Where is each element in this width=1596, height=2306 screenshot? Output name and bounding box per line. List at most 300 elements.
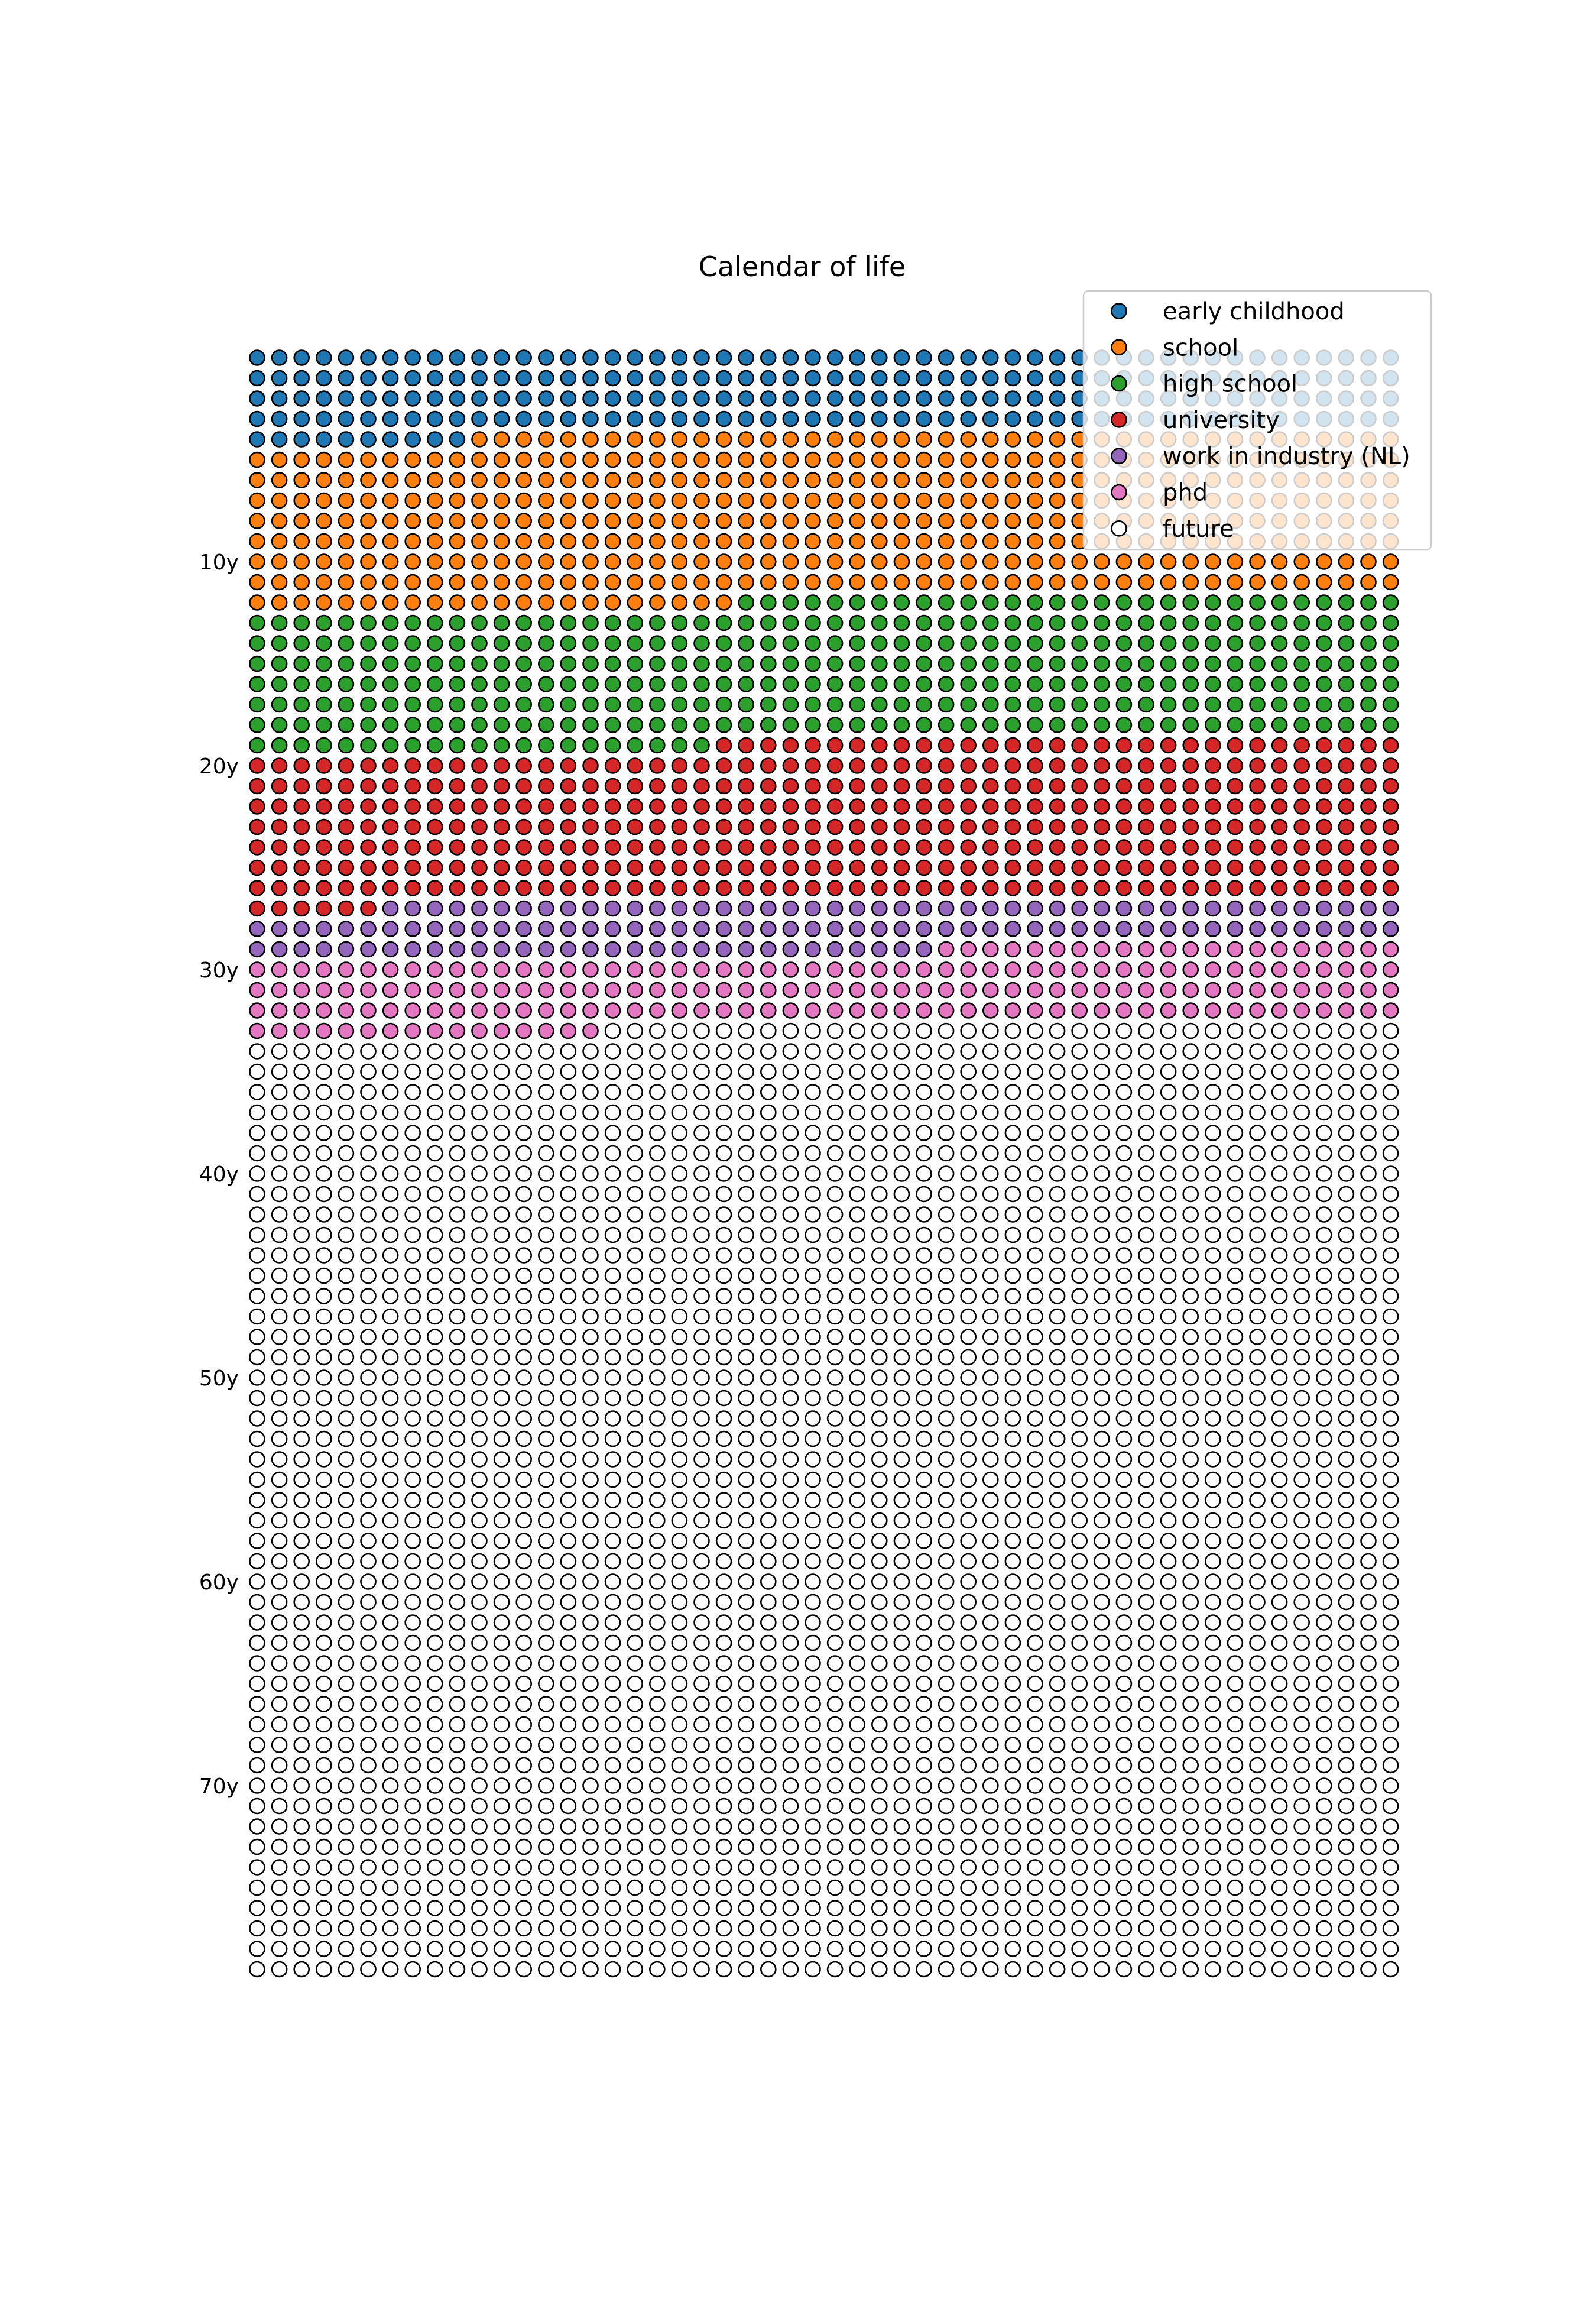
- week-dot-early-childhood: [894, 391, 909, 406]
- week-dot-future: [427, 1126, 442, 1141]
- week-dot-future: [1072, 1228, 1087, 1242]
- week-dot-future: [1205, 1187, 1220, 1201]
- week-dot-future: [828, 1513, 842, 1528]
- week-dot-university: [361, 860, 376, 875]
- week-dot-future: [1028, 1024, 1043, 1038]
- week-dot-school: [339, 452, 353, 467]
- week-dot-early-childhood: [961, 391, 976, 406]
- week-dot-early-childhood: [450, 371, 465, 386]
- week-dot-phd: [939, 942, 953, 957]
- week-dot-phd: [1050, 942, 1065, 957]
- week-dot-high-school: [316, 656, 331, 671]
- week-dot-early-childhood: [272, 371, 287, 386]
- week-dot-high-school: [406, 718, 420, 733]
- week-dot-future: [695, 1942, 709, 1957]
- week-dot-future: [1295, 1575, 1309, 1589]
- week-dot-university: [716, 779, 731, 794]
- week-dot-high-school: [850, 656, 865, 671]
- week-dot-future: [339, 1289, 353, 1304]
- week-dot-future: [427, 1309, 442, 1324]
- week-dot-future: [383, 1228, 398, 1242]
- week-dot-future: [539, 1901, 553, 1916]
- week-dot-work-in-industry-nl-: [983, 901, 998, 916]
- week-dot-high-school: [406, 738, 420, 753]
- week-dot-future: [316, 1411, 331, 1426]
- week-dot-future: [539, 1860, 553, 1875]
- week-dot-early-childhood: [806, 351, 820, 365]
- week-dot-early-childhood: [1005, 351, 1020, 365]
- week-dot-school: [339, 493, 353, 508]
- week-dot-future: [1228, 1044, 1243, 1059]
- week-dot-high-school: [672, 718, 687, 733]
- week-dot-work-in-industry-nl-: [806, 922, 820, 937]
- week-dot-early-childhood: [583, 371, 598, 386]
- week-dot-school: [561, 514, 576, 529]
- week-dot-future: [1295, 1167, 1309, 1181]
- week-dot-phd: [739, 963, 754, 977]
- week-dot-future: [605, 1676, 620, 1691]
- week-dot-school: [983, 493, 998, 508]
- week-dot-future: [939, 1371, 953, 1385]
- week-dot-future: [1183, 1105, 1198, 1120]
- week-dot-future: [650, 1595, 664, 1609]
- week-dot-work-in-industry-nl-: [961, 901, 976, 916]
- week-dot-future: [1117, 1472, 1131, 1487]
- week-dot-university: [1139, 860, 1154, 875]
- week-dot-future: [316, 1656, 331, 1671]
- week-dot-future: [1295, 1779, 1309, 1793]
- week-dot-university: [561, 860, 576, 875]
- week-dot-future: [1250, 1167, 1265, 1181]
- week-dot-early-childhood: [761, 371, 776, 386]
- week-dot-future: [494, 1289, 509, 1304]
- week-dot-future: [1205, 1901, 1220, 1916]
- week-dot-university: [1383, 840, 1398, 855]
- week-dot-work-in-industry-nl-: [406, 942, 420, 957]
- week-dot-university: [695, 799, 709, 814]
- week-dot-future: [406, 1411, 420, 1426]
- week-dot-future: [427, 1493, 442, 1508]
- week-dot-university: [783, 759, 798, 773]
- week-dot-school: [539, 534, 553, 549]
- week-dot-future: [783, 1167, 798, 1181]
- week-dot-university: [250, 799, 265, 814]
- week-dot-future: [894, 1615, 909, 1630]
- week-dot-future: [561, 1064, 576, 1079]
- week-dot-future: [828, 1146, 842, 1161]
- week-dot-university: [494, 759, 509, 773]
- week-dot-school: [450, 473, 465, 488]
- week-dot-high-school: [983, 636, 998, 651]
- week-dot-future: [716, 1758, 731, 1773]
- week-dot-future: [250, 1595, 265, 1609]
- week-dot-future: [1183, 1595, 1198, 1609]
- week-dot-future: [672, 1085, 687, 1100]
- week-dot-future: [316, 1676, 331, 1691]
- week-dot-future: [472, 1187, 487, 1201]
- week-dot-university: [1005, 860, 1020, 875]
- week-dot-future: [1228, 1472, 1243, 1487]
- week-dot-future: [561, 1228, 576, 1242]
- week-dot-future: [917, 1880, 932, 1895]
- week-dot-future: [1339, 1187, 1354, 1201]
- week-dot-high-school: [272, 738, 287, 753]
- week-dot-future: [1094, 1452, 1109, 1467]
- week-dot-future: [1250, 1371, 1265, 1385]
- week-dot-phd: [1250, 983, 1265, 997]
- week-dot-future: [961, 1860, 976, 1875]
- week-dot-university: [894, 779, 909, 794]
- week-dot-school: [1117, 575, 1131, 590]
- week-dot-future: [872, 1187, 887, 1201]
- week-dot-future: [517, 1105, 531, 1120]
- week-dot-early-childhood: [494, 412, 509, 426]
- week-dot-university: [628, 779, 643, 794]
- week-dot-future: [583, 1860, 598, 1875]
- week-dot-future: [961, 1268, 976, 1283]
- week-dot-future: [761, 1146, 776, 1161]
- week-dot-university: [672, 860, 687, 875]
- week-dot-future: [450, 1962, 465, 1977]
- week-dot-school: [650, 534, 664, 549]
- week-dot-phd: [1295, 963, 1309, 977]
- week-dot-future: [361, 1575, 376, 1589]
- week-dot-future: [561, 1676, 576, 1691]
- week-dot-school: [517, 452, 531, 467]
- week-dot-future: [517, 1615, 531, 1630]
- week-dot-future: [761, 1228, 776, 1242]
- week-dot-university: [828, 779, 842, 794]
- week-dot-future: [961, 1635, 976, 1650]
- week-dot-future: [1094, 1064, 1109, 1079]
- week-dot-phd: [539, 1003, 553, 1018]
- week-dot-future: [1005, 1615, 1020, 1630]
- week-dot-future: [250, 1064, 265, 1079]
- week-dot-future: [294, 1371, 309, 1385]
- week-dot-early-childhood: [1028, 391, 1043, 406]
- week-dot-future: [828, 1452, 842, 1467]
- week-dot-phd: [1183, 942, 1198, 957]
- week-dot-future: [339, 1901, 353, 1916]
- week-dot-school: [872, 555, 887, 569]
- week-dot-future: [250, 1126, 265, 1141]
- week-dot-high-school: [1139, 616, 1154, 630]
- week-dot-future: [650, 1289, 664, 1304]
- week-dot-high-school: [339, 677, 353, 692]
- week-dot-future: [383, 1554, 398, 1569]
- week-dot-future: [917, 1167, 932, 1181]
- week-dot-high-school: [1250, 616, 1265, 630]
- week-dot-university: [561, 799, 576, 814]
- week-dot-future: [917, 1268, 932, 1283]
- week-dot-future: [806, 1371, 820, 1385]
- week-dot-university: [583, 779, 598, 794]
- week-dot-early-childhood: [761, 412, 776, 426]
- week-dot-future: [250, 1962, 265, 1977]
- week-dot-future: [872, 1921, 887, 1936]
- week-dot-phd: [450, 963, 465, 977]
- week-dot-future: [1339, 1554, 1354, 1569]
- week-dot-future: [1094, 1615, 1109, 1630]
- week-dot-university: [628, 860, 643, 875]
- week-dot-future: [427, 1595, 442, 1609]
- week-dot-future: [1339, 1880, 1354, 1895]
- week-dot-future: [561, 1146, 576, 1161]
- week-dot-future: [894, 1819, 909, 1834]
- week-dot-high-school: [583, 718, 598, 733]
- week-dot-future: [1028, 1472, 1043, 1487]
- week-dot-future: [494, 1350, 509, 1365]
- week-dot-early-childhood: [917, 351, 932, 365]
- week-dot-future: [450, 1289, 465, 1304]
- week-dot-future: [1050, 1085, 1065, 1100]
- week-dot-high-school: [517, 738, 531, 753]
- week-dot-future: [1316, 1044, 1331, 1059]
- week-dot-future: [1316, 1371, 1331, 1385]
- week-dot-future: [761, 1819, 776, 1834]
- week-dot-future: [961, 1717, 976, 1732]
- week-dot-future: [561, 1839, 576, 1854]
- week-dot-school: [783, 575, 798, 590]
- week-dot-university: [517, 860, 531, 875]
- week-dot-university: [1028, 840, 1043, 855]
- week-dot-school: [672, 575, 687, 590]
- week-dot-future: [1316, 1330, 1331, 1345]
- week-dot-future: [806, 1187, 820, 1201]
- week-dot-future: [1205, 1697, 1220, 1712]
- week-dot-future: [406, 1799, 420, 1813]
- week-dot-future: [383, 1268, 398, 1283]
- week-dot-future: [250, 1779, 265, 1793]
- week-dot-future: [1316, 1758, 1331, 1773]
- week-dot-university: [250, 779, 265, 794]
- week-dot-future: [917, 1921, 932, 1936]
- week-dot-future: [1005, 1371, 1020, 1385]
- week-dot-future: [272, 1575, 287, 1589]
- week-dot-future: [650, 1799, 664, 1813]
- week-dot-future: [761, 1942, 776, 1957]
- week-dot-future: [1339, 1513, 1354, 1528]
- week-dot-school: [272, 595, 287, 610]
- week-dot-future: [1050, 1431, 1065, 1446]
- week-dot-future: [1228, 1126, 1243, 1141]
- week-dot-future: [1005, 1105, 1020, 1120]
- week-dot-high-school: [561, 656, 576, 671]
- week-dot-future: [695, 1738, 709, 1753]
- week-dot-future: [783, 1187, 798, 1201]
- week-dot-school: [806, 575, 820, 590]
- week-dot-high-school: [1272, 718, 1287, 733]
- week-dot-future: [716, 1595, 731, 1609]
- week-dot-future: [1183, 1391, 1198, 1405]
- week-dot-phd: [1272, 942, 1287, 957]
- week-dot-university: [672, 881, 687, 896]
- week-dot-future: [828, 1228, 842, 1242]
- week-dot-university: [494, 860, 509, 875]
- week-dot-university: [427, 840, 442, 855]
- week-dot-phd: [494, 983, 509, 997]
- week-dot-future: [450, 1167, 465, 1181]
- week-dot-work-in-industry-nl-: [1139, 922, 1154, 937]
- week-dot-future: [250, 1493, 265, 1508]
- week-dot-university: [939, 779, 953, 794]
- week-dot-future: [1272, 1207, 1287, 1222]
- week-dot-high-school: [272, 616, 287, 630]
- week-dot-future: [1383, 1595, 1398, 1609]
- week-dot-high-school: [1072, 595, 1087, 610]
- week-dot-work-in-industry-nl-: [494, 942, 509, 957]
- week-dot-future: [1028, 1901, 1043, 1916]
- week-dot-future: [961, 1330, 976, 1345]
- week-dot-university: [1272, 779, 1287, 794]
- week-dot-future: [1028, 1635, 1043, 1650]
- week-dot-future: [1250, 1819, 1265, 1834]
- week-dot-school: [806, 473, 820, 488]
- week-dot-future: [1050, 1819, 1065, 1834]
- week-dot-future: [1316, 1064, 1331, 1079]
- week-dot-future: [605, 1105, 620, 1120]
- week-dot-high-school: [427, 738, 442, 753]
- week-dot-future: [1316, 1431, 1331, 1446]
- week-dot-future: [539, 1064, 553, 1079]
- week-dot-phd: [250, 963, 265, 977]
- week-dot-phd: [716, 983, 731, 997]
- week-dot-school: [917, 575, 932, 590]
- week-dot-future: [1072, 1697, 1087, 1712]
- week-dot-high-school: [695, 636, 709, 651]
- week-dot-future: [695, 1493, 709, 1508]
- week-dot-future: [1028, 1330, 1043, 1345]
- week-dot-phd: [1028, 983, 1043, 997]
- week-dot-school: [983, 432, 998, 447]
- week-dot-university: [1339, 779, 1354, 794]
- week-dot-future: [1250, 1493, 1265, 1508]
- week-dot-future: [628, 1921, 643, 1936]
- week-dot-future: [427, 1391, 442, 1405]
- week-dot-work-in-industry-nl-: [1183, 922, 1198, 937]
- week-dot-early-childhood: [716, 371, 731, 386]
- week-dot-high-school: [339, 697, 353, 712]
- week-dot-future: [1295, 1799, 1309, 1813]
- week-dot-future: [983, 1146, 998, 1161]
- week-dot-future: [1072, 1309, 1087, 1324]
- week-dot-future: [316, 1452, 331, 1467]
- week-dot-early-childhood: [716, 351, 731, 365]
- week-dot-early-childhood: [761, 391, 776, 406]
- week-dot-future: [806, 1962, 820, 1977]
- week-dot-future: [450, 1656, 465, 1671]
- week-dot-future: [427, 1738, 442, 1753]
- week-dot-high-school: [894, 718, 909, 733]
- week-dot-high-school: [1117, 636, 1131, 651]
- week-dot-school: [695, 595, 709, 610]
- week-dot-future: [561, 1289, 576, 1304]
- week-dot-future: [628, 1309, 643, 1324]
- week-dot-future: [294, 1513, 309, 1528]
- week-dot-university: [1228, 860, 1243, 875]
- week-dot-school: [406, 473, 420, 488]
- week-dot-university: [1005, 881, 1020, 896]
- week-dot-work-in-industry-nl-: [472, 901, 487, 916]
- week-dot-high-school: [850, 595, 865, 610]
- week-dot-future: [761, 1350, 776, 1365]
- week-dot-school: [695, 514, 709, 529]
- week-dot-high-school: [1117, 595, 1131, 610]
- week-dot-university: [1005, 799, 1020, 814]
- week-dot-future: [339, 1697, 353, 1712]
- week-dot-university: [1028, 738, 1043, 753]
- week-dot-future: [1050, 1330, 1065, 1345]
- week-dot-future: [450, 1697, 465, 1712]
- week-dot-future: [650, 1738, 664, 1753]
- week-dot-future: [1005, 1472, 1020, 1487]
- week-dot-future: [272, 1411, 287, 1426]
- week-dot-future: [1339, 1228, 1354, 1242]
- week-dot-future: [316, 1167, 331, 1181]
- week-dot-future: [450, 1819, 465, 1834]
- week-dot-future: [650, 1268, 664, 1283]
- week-dot-future: [739, 1656, 754, 1671]
- week-dot-future: [650, 1371, 664, 1385]
- week-dot-early-childhood: [1050, 391, 1065, 406]
- week-dot-early-childhood: [250, 371, 265, 386]
- week-dot-high-school: [695, 697, 709, 712]
- week-dot-future: [1183, 1860, 1198, 1875]
- week-dot-future: [739, 1921, 754, 1936]
- week-dot-future: [450, 1126, 465, 1141]
- week-dot-future: [1117, 1024, 1131, 1038]
- week-dot-early-childhood: [605, 351, 620, 365]
- week-dot-phd: [1028, 963, 1043, 977]
- week-dot-work-in-industry-nl-: [806, 901, 820, 916]
- week-dot-future: [1028, 1534, 1043, 1549]
- week-dot-future: [783, 1779, 798, 1793]
- week-dot-high-school: [716, 656, 731, 671]
- week-dot-future: [695, 1717, 709, 1732]
- week-dot-future: [472, 1330, 487, 1345]
- week-dot-early-childhood: [1028, 412, 1043, 426]
- week-dot-future: [672, 1024, 687, 1038]
- week-dot-future: [294, 1268, 309, 1283]
- week-dot-future: [450, 1942, 465, 1957]
- week-dot-phd: [383, 963, 398, 977]
- week-dot-future: [383, 1635, 398, 1650]
- week-dot-university: [695, 840, 709, 855]
- week-dot-university: [1005, 779, 1020, 794]
- week-dot-future: [1161, 1411, 1176, 1426]
- week-dot-phd: [472, 963, 487, 977]
- week-dot-future: [961, 1819, 976, 1834]
- week-dot-high-school: [406, 616, 420, 630]
- week-dot-future: [1183, 1942, 1198, 1957]
- week-dot-high-school: [250, 636, 265, 651]
- week-dot-future: [806, 1534, 820, 1549]
- week-dot-future: [1094, 1309, 1109, 1324]
- week-dot-future: [605, 1595, 620, 1609]
- week-dot-high-school: [605, 738, 620, 753]
- week-dot-future: [539, 1289, 553, 1304]
- week-dot-future: [272, 1064, 287, 1079]
- week-dot-school: [650, 595, 664, 610]
- week-dot-phd: [583, 1024, 598, 1038]
- week-dot-future: [650, 1901, 664, 1916]
- week-dot-future: [1161, 1330, 1176, 1345]
- week-dot-future: [695, 1146, 709, 1161]
- week-dot-future: [1361, 1248, 1376, 1263]
- week-dot-university: [1139, 779, 1154, 794]
- week-dot-future: [828, 1901, 842, 1916]
- week-dot-future: [339, 1860, 353, 1875]
